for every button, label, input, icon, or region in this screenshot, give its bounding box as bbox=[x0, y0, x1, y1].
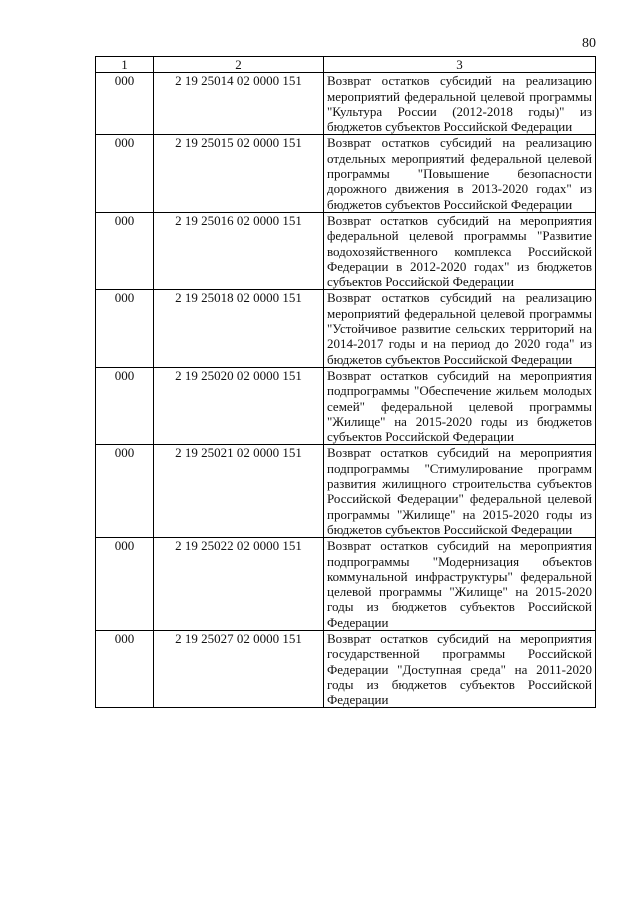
admin-code-cell: 000 bbox=[96, 538, 154, 631]
table-row bbox=[96, 135, 596, 212]
revenue-name-cell: Возврат остатков субсидий на мероприятия подпрограммы "Стимулирование программ развития жилищного строительства субъектов Российской Федерации" федеральной целевой программы "Жилище" на 2015-2020 годы из бюджетов субъектов Российской Федерации bbox=[324, 445, 596, 538]
revenue-name-cell: Возврат остатков субсидий на реализацию мероприятий федеральной целевой программы "Культура России (2012-2018 годы)" из бюджетов субъектов Российской Федерации bbox=[324, 73, 596, 135]
column-header-3: 3 bbox=[324, 57, 596, 73]
admin-code-cell: 000 bbox=[96, 290, 154, 367]
budget-code-cell: 2 19 25018 02 0000 151 bbox=[154, 290, 324, 367]
table-row bbox=[96, 630, 596, 707]
admin-code-cell: 000 bbox=[96, 73, 154, 135]
budget-code-cell: 2 19 25021 02 0000 151 bbox=[154, 445, 324, 538]
table-row bbox=[96, 73, 596, 135]
revenue-name-cell: Возврат остатков субсидий на мероприятия подпрограммы "Модернизация объектов коммунальной инфраструктуры" федеральной целевой программы "Жилище" на 2015-2020 годы из бюджетов субъектов Российской Федерации bbox=[324, 538, 596, 631]
budget-code-cell: 2 19 25014 02 0000 151 bbox=[154, 73, 324, 135]
revenue-name-cell: Возврат остатков субсидий на реализацию отдельных мероприятий федеральной целевой программы "Повышение безопасности дорожного движения в 2013-2020 годах" из бюджетов субъектов Российской Федерации bbox=[324, 135, 596, 212]
revenue-name-cell: Возврат остатков субсидий на реализацию мероприятий федеральной целевой программы "Устойчивое развитие сельских территорий на 2014-2017 годы и на период до 2020 года" из бюджетов субъектов Российской Федерации bbox=[324, 290, 596, 367]
budget-code-cell: 2 19 25027 02 0000 151 bbox=[154, 630, 324, 707]
admin-code-cell: 000 bbox=[96, 445, 154, 538]
admin-code-cell: 000 bbox=[96, 135, 154, 212]
revenue-name-cell: Возврат остатков субсидий на мероприятия подпрограммы "Обеспечение жильем молодых семей" федеральной целевой программы "Жилище" на 2015-2020 годы из бюджетов субъектов Российской Федерации bbox=[324, 367, 596, 444]
table-row bbox=[96, 538, 596, 631]
table-row bbox=[96, 367, 596, 444]
column-header-2: 2 bbox=[154, 57, 324, 73]
revenue-name-cell: Возврат остатков субсидий на мероприятия государственной программы Российской Федерации "Доступная среда" на 2011-2020 годы из бюджетов субъектов Российской Федерации bbox=[324, 630, 596, 707]
column-header-1: 1 bbox=[96, 57, 154, 73]
budget-code-cell: 2 19 25016 02 0000 151 bbox=[154, 212, 324, 289]
revenue-name-cell: Возврат остатков субсидий на мероприятия федеральной целевой программы "Развитие водохозяйственного комплекса Российской Федерации в 2012-2020 годах" из бюджетов субъектов Российской Федерации bbox=[324, 212, 596, 289]
table-row bbox=[96, 445, 596, 538]
table-row bbox=[96, 212, 596, 289]
classification-table bbox=[95, 56, 596, 708]
admin-code-cell: 000 bbox=[96, 367, 154, 444]
budget-code-cell: 2 19 25015 02 0000 151 bbox=[154, 135, 324, 212]
admin-code-cell: 000 bbox=[96, 212, 154, 289]
admin-code-cell: 000 bbox=[96, 630, 154, 707]
budget-code-cell: 2 19 25022 02 0000 151 bbox=[154, 538, 324, 631]
table-row bbox=[96, 290, 596, 367]
budget-code-cell: 2 19 25020 02 0000 151 bbox=[154, 367, 324, 444]
page-number: 80 bbox=[582, 36, 596, 51]
table-header-row bbox=[96, 57, 596, 73]
